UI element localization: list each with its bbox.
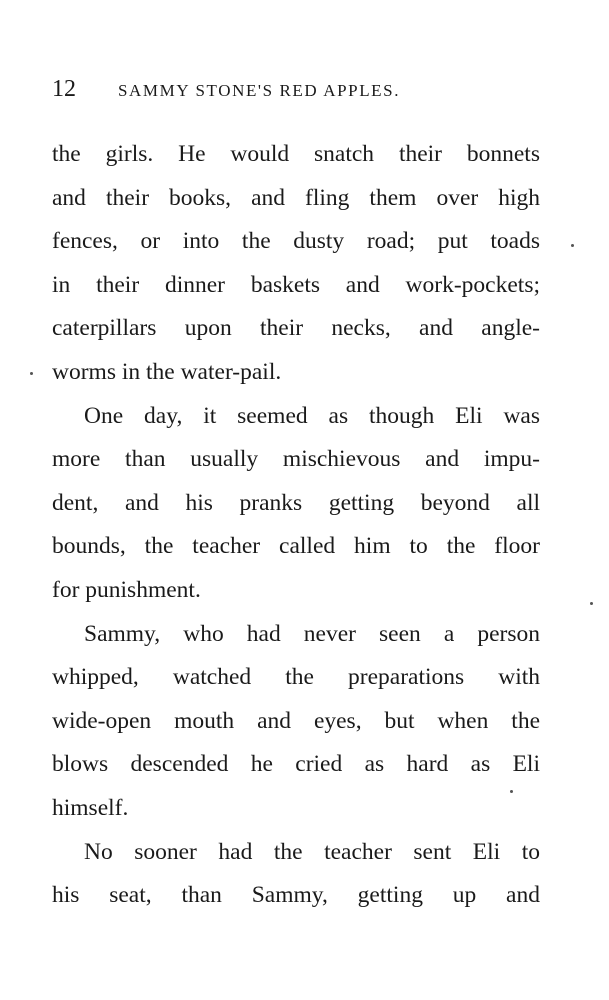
print-speck bbox=[571, 244, 574, 247]
text-line: his seat, than Sammy, getting up and bbox=[52, 882, 540, 909]
text-line: Sammy, who had never seen a person bbox=[84, 620, 540, 647]
text-line: fences, or into the dusty road; put toads bbox=[52, 228, 540, 255]
text-line: dent, and his pranks getting beyond all bbox=[52, 489, 540, 516]
text-line: No sooner had the teacher sent Eli to bbox=[84, 838, 540, 865]
running-title: SAMMY STONE'S RED APPLES. bbox=[118, 81, 401, 100]
text-line: the girls. He would snatch their bonnets bbox=[52, 141, 540, 167]
text-line: blows descended he cried as hard as Eli bbox=[52, 751, 540, 778]
print-speck bbox=[30, 372, 33, 375]
text-line: One day, it seemed as though Eli was bbox=[84, 402, 540, 429]
text-line: himself. bbox=[52, 794, 129, 821]
text-line: caterpillars upon their necks, and angle- bbox=[52, 315, 540, 342]
page-number: 12 bbox=[52, 76, 76, 102]
text-line: whipped, watched the preparations with bbox=[52, 664, 540, 691]
text-line: and their books, and fling them over high bbox=[52, 184, 540, 211]
text-line: more than usually mischievous and impu- bbox=[52, 446, 540, 473]
print-speck bbox=[590, 602, 593, 605]
text-line: for punishment. bbox=[52, 576, 201, 603]
text-line: worms in the water-pail. bbox=[52, 358, 282, 385]
text-line: wide-open mouth and eyes, but when the bbox=[52, 707, 540, 734]
text-line: bounds, the teacher called him to the floor bbox=[52, 533, 540, 560]
body-text bbox=[52, 133, 540, 918]
text-line: in their dinner baskets and work-pockets; bbox=[52, 271, 540, 298]
print-speck bbox=[510, 790, 513, 793]
page-header bbox=[52, 72, 542, 106]
